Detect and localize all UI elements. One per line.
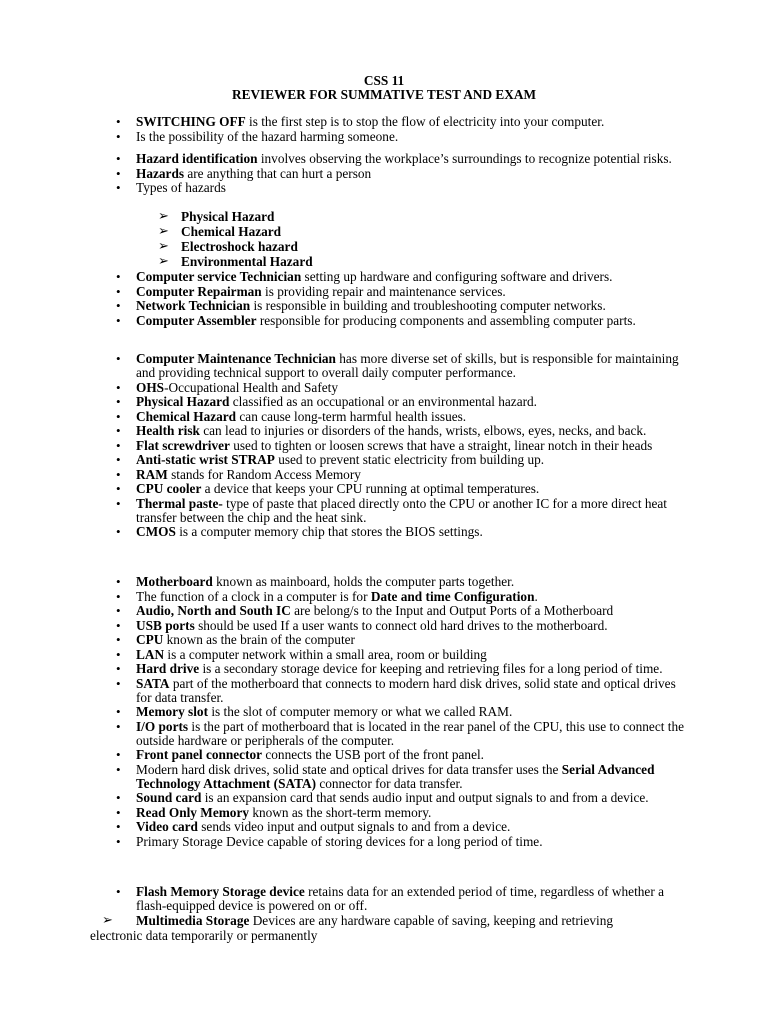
bullet-item — [0, 525, 768, 539]
bullet-item — [0, 662, 768, 676]
item-text: used to tighten or loosen screws that have a straight, linear notch in their heads — [229, 437, 653, 453]
bullet-item — [0, 181, 768, 195]
item-term: Video card — [136, 819, 198, 834]
bullet-item — [0, 424, 768, 438]
bullet-group — [0, 152, 768, 196]
item-term: Flash Memory Storage device — [136, 884, 305, 899]
item-text: used to prevent static electricity from building up. — [274, 452, 545, 467]
item-text: stands for Random Access Memory — [167, 466, 361, 482]
bullet-item — [0, 820, 768, 834]
item-term: Motherboard — [136, 574, 213, 589]
item-term: Flat screwdriver — [136, 437, 230, 453]
item-text: is the slot of computer memory or what we called RAM. — [208, 704, 513, 719]
bullet-item — [0, 270, 768, 284]
item-term: CMOS — [136, 524, 176, 539]
bullet-item — [0, 575, 768, 589]
item-term: I/O ports — [136, 718, 189, 734]
item-text: is responsible in building and troubleshooting computer networks. — [250, 298, 606, 313]
bullet-item — [0, 314, 768, 328]
item-term: Hazards — [136, 165, 185, 181]
item-text: connects the USB port of the front panel. — [262, 747, 484, 762]
bullet-item — [0, 791, 768, 805]
item-term: SATA — [136, 675, 170, 691]
item-term: Health risk — [136, 423, 200, 438]
item-text: Devices are any hardware capable of saving, keeping and retrieving — [249, 913, 614, 928]
item-text: is providing repair and maintenance services. — [261, 283, 506, 299]
hazard-type-item: ➢ Chemical Hazard — [0, 224, 768, 239]
item-term: USB ports — [136, 617, 195, 633]
bullet-item — [0, 167, 768, 181]
bullet-item — [0, 115, 768, 129]
item-text: a device that keeps your CPU running at optimal temperatures. — [201, 481, 540, 496]
item-term: Audio, North and South IC — [136, 603, 291, 618]
item-text: type of paste that placed directly onto the CPU or another IC for a more direct heat transfer between the chip and the heat sink. — [136, 495, 667, 525]
bullet-item — [0, 604, 768, 618]
item-text: . — [534, 588, 538, 604]
bullet-item — [0, 130, 768, 144]
item-term: CPU — [136, 632, 164, 647]
bullet-item — [0, 835, 768, 849]
item-term: Computer Maintenance Technician — [136, 351, 336, 366]
bullet-item — [0, 468, 768, 482]
item-text: Modern hard disk drives, solid state and optical drives for data transfer uses the — [136, 761, 562, 777]
item-text: should be used If a user wants to connect old hard drives to the motherboard. — [194, 617, 608, 633]
item-text: Types of hazards — [136, 180, 226, 195]
item-term: Front panel connector — [136, 747, 263, 762]
item-text: is the part of motherboard that is located in the rear panel of the CPU, this use to connect the outside hardware or peripherals of the computer. — [136, 718, 684, 748]
item-term: SWITCHING OFF — [136, 114, 246, 129]
document-title: CSS 11 — [363, 73, 405, 88]
item-text: is a computer network within a small area, room or building — [164, 646, 487, 662]
hazard-types-list — [0, 209, 768, 269]
bullet-item — [0, 299, 768, 313]
item-text: is a secondary storage device for keeping and retrieving files for a long period of time. — [199, 661, 663, 676]
bullet-item — [0, 677, 768, 705]
document-subtitle: REVIEWER FOR SUMMATIVE TEST AND EXAM — [231, 87, 537, 102]
item-text: is the first step is to stop the flow of electricity into your computer. — [245, 114, 605, 129]
bullet-item — [0, 720, 768, 748]
item-term: Hard drive — [136, 661, 200, 676]
item-term: Computer service Technician — [136, 269, 302, 284]
item-term: RAM — [136, 466, 168, 482]
bullet-item — [0, 806, 768, 820]
item-text: known as mainboard, holds the computer parts together. — [212, 574, 515, 589]
item-text: setting up hardware and configuring software and drivers. — [301, 269, 613, 284]
item-term: Multimedia Storage — [136, 913, 250, 928]
item-term: Computer Repairman — [136, 283, 262, 299]
item-text: The function of a clock in a computer is for — [136, 588, 371, 604]
item-term: Memory slot — [136, 704, 208, 719]
item-term: Anti-static wrist STRAP — [136, 452, 275, 467]
item-text: can lead to injuries or disorders of the hands, wrists, elbows, eyes, necks, and back. — [199, 423, 647, 438]
bullet-item — [0, 285, 768, 299]
item-text-continued: electronic data temporarily or permanently — [90, 928, 318, 943]
bullet-item — [0, 705, 768, 719]
item-term: Serial Advanced Technology Attachment (SATA) — [136, 761, 655, 791]
item-text: responsible for producing components and assembling computer parts. — [256, 312, 636, 328]
hazard-type-item: ➢ Electroshock hazard — [0, 239, 768, 254]
bullet-group — [0, 270, 768, 330]
item-text: known as the short-term memory. — [249, 804, 432, 820]
item-text: known as the brain of the computer — [163, 632, 355, 647]
item-term: Network Technician — [136, 298, 251, 313]
item-text: retains data for an extended period of time, regardless of whether a flash-equipped device is powered on or off. — [136, 884, 664, 913]
bullet-item — [0, 590, 768, 604]
bullet-item — [0, 763, 768, 791]
item-term: Physical Hazard — [136, 394, 230, 409]
item-text: are belong/s to the Input and Output Ports of a Motherboard — [290, 603, 614, 618]
item-term: Chemical Hazard — [136, 408, 237, 424]
item-term: Thermal paste- — [136, 495, 223, 511]
item-text: involves observing the workplace’s surroundings to recognize potential risks. — [257, 151, 672, 166]
item-text: -Occupational Health and Safety — [164, 379, 338, 395]
arrow-bullet-icon: ➢ — [102, 913, 113, 928]
item-text: part of the motherboard that connects to modern hard disk drives, solid state and optical drives for data transfer. — [136, 675, 676, 705]
bullet-item — [0, 381, 768, 395]
item-text: Primary Storage Device capable of storing devices for a long period of time. — [136, 833, 543, 849]
item-text: can cause long-term harmful health issues. — [236, 408, 467, 424]
bullet-item — [0, 439, 768, 453]
item-term: Sound card — [136, 790, 202, 805]
item-text: sends video input and output signals to and from a device. — [197, 819, 511, 834]
bullet-item — [0, 152, 768, 166]
item-term: Computer Assembler — [136, 312, 257, 328]
bullet-group — [0, 115, 768, 144]
item-text: has more diverse set of skills, but is responsible for maintaining and providing technical support to overall daily computer performance. — [136, 351, 679, 380]
item-term: OHS — [136, 379, 165, 395]
bullet-item — [0, 885, 768, 913]
item-term: Date and time Configuration — [370, 588, 535, 604]
item-text: Is the possibility of the hazard harming someone. — [136, 128, 399, 144]
bullet-item — [0, 748, 768, 762]
bullet-item — [0, 633, 768, 647]
item-text: are anything that can hurt a person — [184, 165, 372, 181]
item-text: is an expansion card that sends audio input and output signals to and from a device. — [201, 790, 649, 805]
bullet-item — [0, 482, 768, 496]
multimedia-storage-item — [90, 913, 690, 943]
bullet-item — [0, 352, 768, 380]
bullet-group — [0, 575, 768, 849]
bullet-item — [0, 497, 768, 525]
item-text: is a computer memory chip that stores the BIOS settings. — [175, 524, 483, 539]
item-text: classified as an occupational or an environmental hazard. — [229, 394, 538, 409]
item-term: CPU cooler — [136, 481, 202, 496]
bullet-group — [0, 885, 768, 914]
bullet-group — [0, 352, 768, 540]
item-term: Read Only Memory — [136, 804, 250, 820]
item-term: Hazard identification — [136, 151, 258, 166]
bullet-item — [0, 648, 768, 662]
item-term: LAN — [136, 646, 165, 662]
hazard-type-item: ➢ Environmental Hazard — [0, 254, 768, 269]
item-text: connector for data transfer. — [316, 775, 463, 791]
hazard-type-item: ➢ Physical Hazard — [0, 209, 768, 224]
bullet-item — [0, 395, 768, 409]
bullet-item — [0, 410, 768, 424]
bullet-item — [0, 619, 768, 633]
bullet-item — [0, 453, 768, 467]
